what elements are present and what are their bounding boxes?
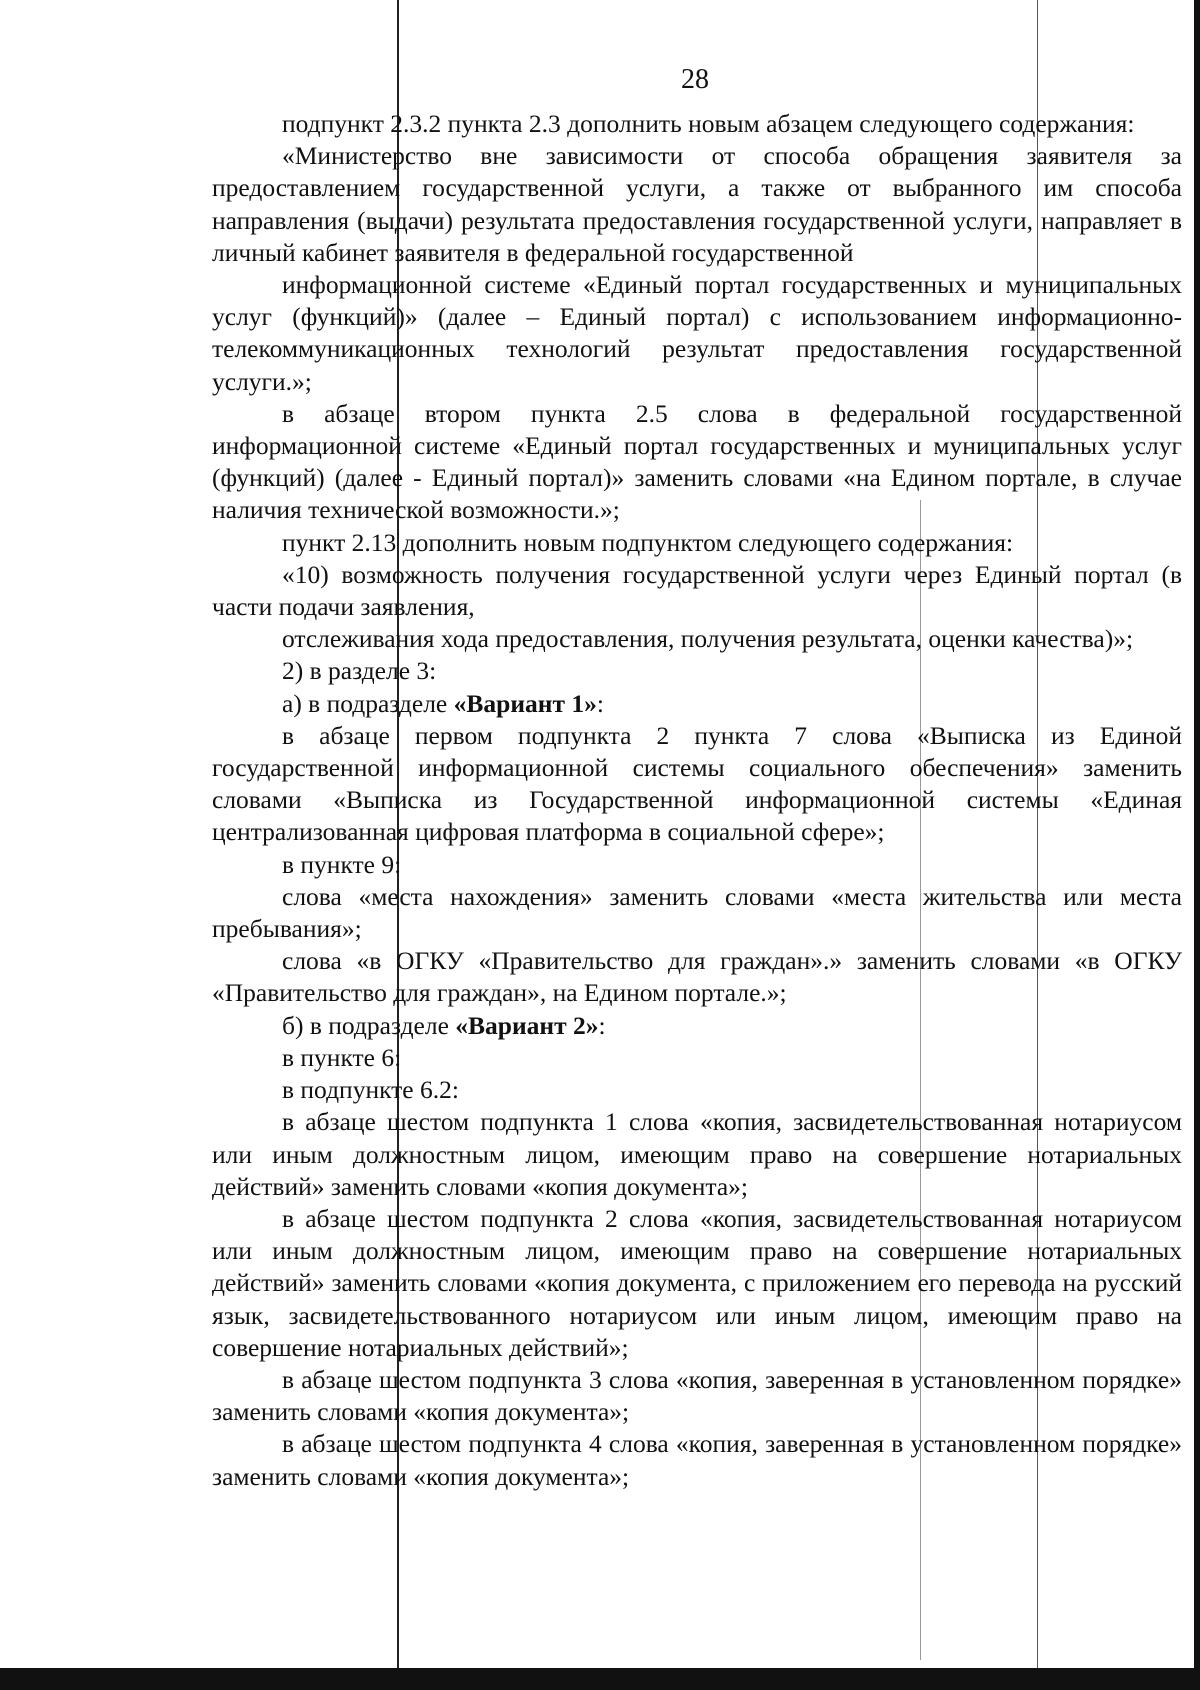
paragraph: в абзаце шестом подпункта 2 слова «копия, засвидетельствованная нотариусом или иным должностным лицом, имеющим право на совершение нотариальных действий» заменить словами «копия документа, с приложением его перевода на русский язык, засвидетельствованного нотариусом или иным лицом, имеющим право на совершение нотариальных действий»;	[212, 1203, 1182, 1362]
paragraph: б) в подразделе «Вариант 2»:	[282, 1010, 606, 1040]
paragraph: а) в подразделе «Вариант 1»:	[282, 688, 604, 718]
paragraph: в подпункте 6.2:	[282, 1075, 459, 1105]
paragraph: в пункте 9:	[282, 849, 402, 879]
paragraph: «10) возможность получения государственной услуги через Единый портал (в части подачи заявления,	[212, 559, 1182, 622]
paragraph: в абзаце первом подпункта 2 пункта 7 слова «Выписка из Единой государственной информационной системы социального обеспечения» заменить словами «Выписка из Государственной информационной системы «Единая централизованная цифровая платформа в социальной сфере»;	[212, 720, 1182, 847]
paragraph: пункт 2.13 дополнить новым подпунктом следующего содержания:	[282, 527, 1014, 557]
paragraph: в абзаце шестом подпункта 1 слова «копия, засвидетельствованная нотариусом или иным должностным лицом, имеющим право на совершение нотариальных действий» заменить словами «копия документа»;	[212, 1107, 1182, 1201]
paragraph: в абзаце шестом подпункта 4 слова «копия, заверенная в установленном порядке» заменить словами «копия документа»;	[212, 1429, 1182, 1491]
paragraph: в абзаце шестом подпункта 3 слова «копия, заверенная в установленном порядке» заменить словами «копия документа»;	[212, 1364, 1182, 1427]
paragraph: слова «в ОГКУ «Правительство для граждан».» заменить словами «в ОГКУ «Правительство для граждан», на Едином портале.»;	[212, 946, 1182, 1008]
paragraph: 2) в разделе 3:	[282, 656, 437, 686]
paragraph: в абзаце втором пункта 2.5 слова в федеральной государственной информационной системе «Единый портал государственных и муниципальных услуг (функций) (далее - Единый портал)» заменить словами «на Едином портале, в случае наличия технической возможности.»;	[212, 398, 1182, 525]
scan-border	[1194, 0, 1200, 1690]
paragraph: подпункт 2.3.2 пункта 2.3 дополнить новым абзацем следующего содержания:	[282, 109, 1135, 138]
paragraph: отслеживания хода предоставления, получения результата, оценки качества)»;	[282, 624, 1134, 654]
paragraph: информационной системе «Единый портал государственных и муниципальных услуг (функций)» (далее – Единый портал) с использованием информационно-телекоммуникационных технологий результат предоставления государственной услуги.»;	[212, 270, 1182, 396]
paragraph: «Министерство вне зависимости от способа обращения заявителя за предоставлением государственной услуги, а также от выбранного им способа направления (выдачи) результата предоставления государственной услуги, направляет в личный кабинет заявителя в федеральной государственной	[212, 141, 1182, 267]
document-body	[212, 108, 1182, 1493]
scan-border	[0, 1668, 1200, 1690]
page-number: 28	[681, 64, 709, 95]
paragraph: в пункте 6:	[282, 1042, 402, 1072]
paragraph: слова «места нахождения» заменить словами «места жительства или места пребывания»;	[212, 881, 1182, 944]
